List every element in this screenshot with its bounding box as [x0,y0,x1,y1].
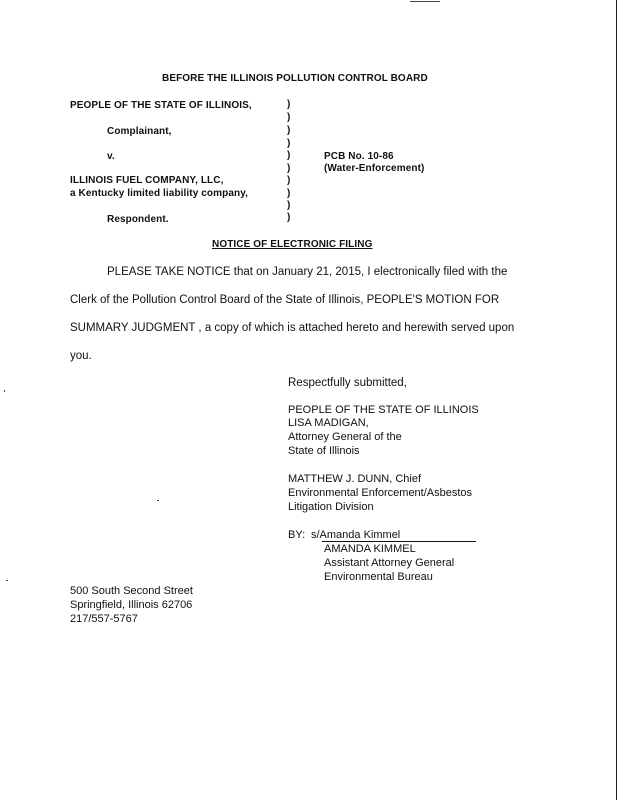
caption-paren: ) [287,175,291,186]
attorney-bureau: Environmental Bureau [324,571,433,583]
body-line: you. [70,350,92,362]
court-heading: BEFORE THE ILLINOIS POLLUTION CONTROL BOARD [162,73,428,84]
chief-title: Environmental Enforcement/Asbestos [288,487,473,499]
caption-paren: ) [287,112,291,123]
address-phone: 217/557-5767 [70,613,138,625]
caption-paren: ) [287,188,291,199]
attorney-general-name: LISA MADIGAN, [288,417,369,429]
defendant-description: a Kentucky limited liability company, [70,188,249,199]
caption-paren: ) [287,125,291,136]
caption-paren: ) [287,150,291,161]
case-number: PCB No. 10-86 [324,151,394,162]
signature-line [322,541,476,542]
defendant-name: ILLINOIS FUEL COMPANY, LLC, [70,175,224,186]
plaintiff-name: PEOPLE OF THE STATE OF ILLINOIS, [70,100,252,111]
plaintiff-role: Complainant, [107,126,172,137]
page-edge-line [616,0,617,800]
caption-paren: ) [287,163,291,174]
attorney-title: Assistant Attorney General [324,557,455,569]
party-name: PEOPLE OF THE STATE OF ILLINOIS [288,404,479,416]
chief-division: Litigation Division [288,501,374,513]
scan-speck [410,1,440,2]
chief-name: MATTHEW J. DUNN, Chief [288,473,422,485]
caption-paren: ) [287,138,291,149]
caption-paren: ) [287,200,291,211]
electronic-signature: s/Amanda Kimmel [311,529,401,541]
attorney-general-title: Attorney General of the [288,431,402,443]
attorney-name: AMANDA KIMMEL [324,543,416,555]
case-type: (Water-Enforcement) [324,163,425,174]
closing: Respectfully submitted, [288,377,407,389]
scan-speck [157,500,159,501]
versus-label: v. [107,151,115,162]
scan-speck [6,580,8,581]
caption-paren: ) [287,212,291,223]
address-city: Springfield, Illinois 62706 [70,599,193,611]
defendant-role: Respondent. [107,214,169,225]
body-line: Clerk of the Pollution Control Board of the State of Illinois, PEOPLE'S MOTION FOR [70,294,500,306]
attorney-general-state: State of Illinois [288,445,360,457]
body-line: SUMMARY JUDGMENT , a copy of which is attached hereto and herewith served upon [70,322,515,334]
caption-paren: ) [287,99,291,110]
notice-title: NOTICE OF ELECTRONIC FILING [212,239,373,250]
body-line: PLEASE TAKE NOTICE that on January 21, 2015, I electronically filed with the [107,266,508,278]
scan-speck [4,390,5,392]
by-label: BY: [288,529,306,541]
address-street: 500 South Second Street [70,585,193,597]
